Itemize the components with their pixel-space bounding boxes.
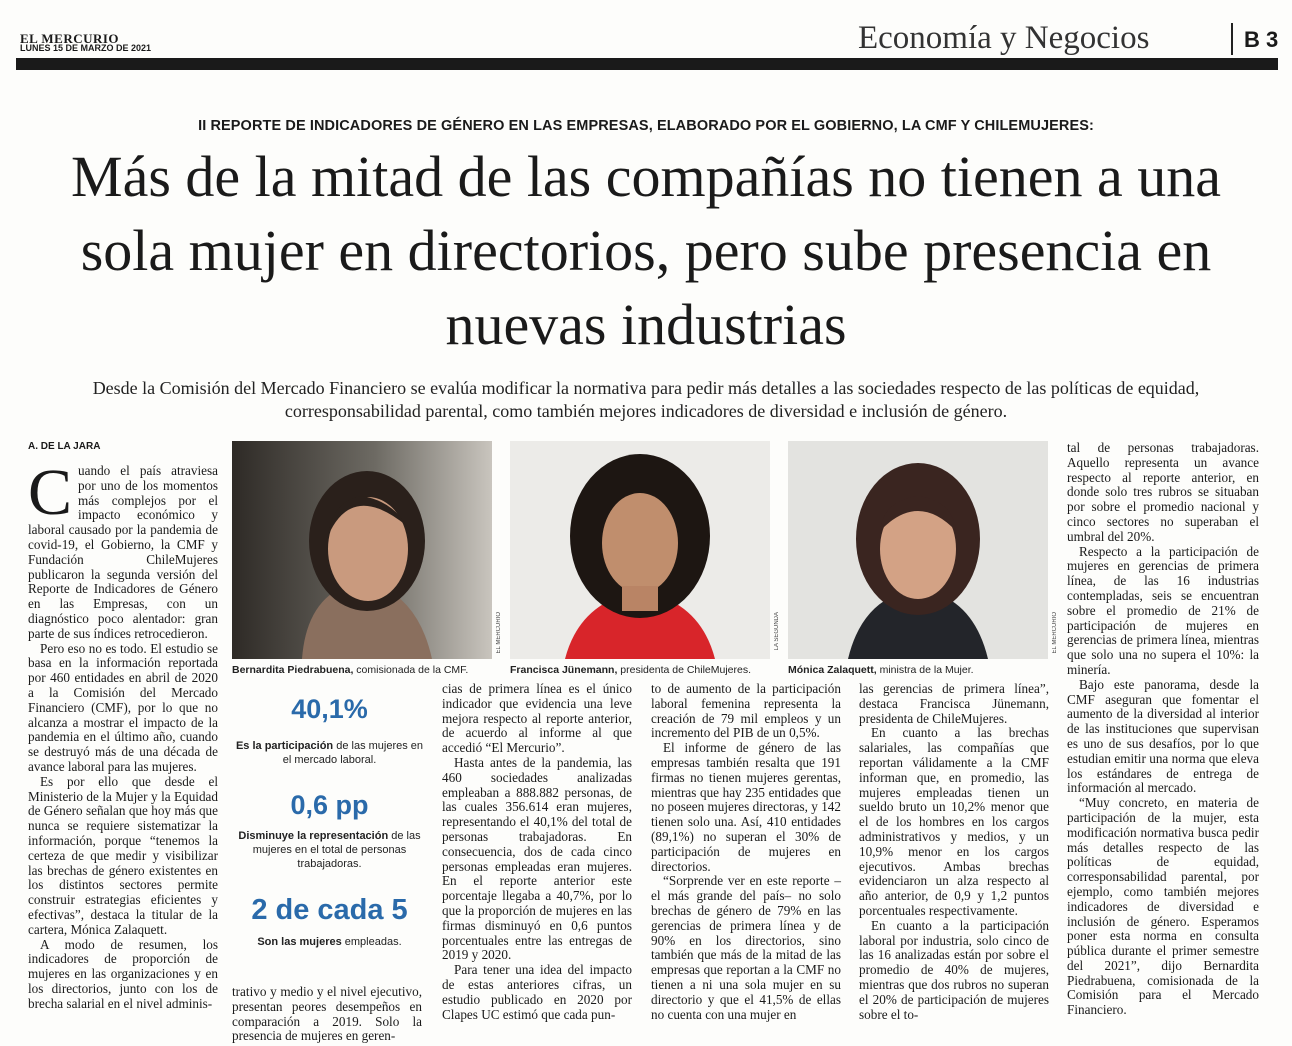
section-title: Economía y Negocios [858,20,1150,56]
column-1 [28,456,218,1011]
paragraph: to de aumento de la participación laboral femenina representa la creación de 79 mil empleos y un incremento del PIB de un 0,5%. [651,681,841,741]
paragraph: cias de primera línea es el único indicador que evidencia una leve mejora respecto al reporte anterior, de acuerdo al informe al que accedió “El Mercurio”. [442,681,632,756]
photo-zalaquett [788,441,1048,659]
paragraph: tal de personas trabajadoras. Aquello representa un avance respecto al reporte anterior, en donde solo tres rubros se situaban por sobre el promedio nacional y cinco sectores no superaban el umbral del 20%. [1067,440,1259,544]
paragraph: Para tener una idea del impacto de estas anteriores cifras, un estudio publicado en 2020 por Clapes UC estimó que cada pun- [442,962,632,1022]
drop-cap: C [28,456,73,529]
issue-date: LUNES 15 DE MARZO DE 2021 [20,43,152,53]
kicker: II REPORTE DE INDICADORES DE GÉNERO EN LAS EMPRESAS, ELABORADO POR EL GOBIERNO, LA CMF Y CHILEMUJERES: [198,118,1094,134]
portrait-image [232,441,492,659]
paragraph: En cuanto a la participación laboral por industria, solo cinco de las 16 analizadas están por sobre el promedio de 40% de mujeres, mientras que dos rubros no superan el 20% de participación de mujeres sobre el to- [859,917,1049,1022]
column-5 [859,682,1049,1022]
stat-value: 0,6 pp [290,790,369,820]
paragraph: Bajo este panorama, desde la CMF aseguran que fomentar el aumento de la diversidad al interior de las instituciones que supervisan es uno de sus desafíos, por lo que estudian emitir una norma que eleva los estándares de entrega de información al mercado. [1067,676,1259,796]
paragraph: Pero eso no es todo. El estudio se basa en la información reportada por 460 entidades en abril de 2020 a la Comisión del Mercado Financiero (CMF), por lo que no alcanza a mostrar el impacto de la pandemia en el último año, cuando se destruyó más de una década de avance laboral para las mujeres. [28,640,218,774]
paragraph: Es por ello que desde el Ministerio de la Mujer y la Equidad de Género señalan que hoy más que nunca se requiere sistematizar la información, porque “tenemos la certeza de que medir y visibilizar las brechas de género existentes en los distintos sectores permite construir estrategias eficientes y efectivas”, destaca la titular de la cartera, Mónica Zalaquett. [28,773,218,937]
column-2 [232,985,422,1044]
paragraph: trativo y medio y el nivel ejecutivo, presentan peores desempeños en comparación a 2019. Solo la presencia de mujeres en geren- [232,984,422,1044]
photo-credit: EL MERCURIO [1052,612,1058,654]
paragraph: Hasta antes de la pandemia, las 460 sociedades analizadas empleaban a 888.882 personas, de las cuales 356.614 eran mujeres, representando el 40,1% del total de personas trabajadoras. En consecuencia, dos de cada cinco personas empleadas eran mujeres. En el reporte anterior este porcentaje llegaba a 40,7%, por lo que la proporción de mujeres en las firmas disminuyó en 0,6 puntos porcentuales entre las entregas de 2019 y 2020. [442,754,632,963]
paragraph: “Muy concreto, en materia de participación de la mujer, esta modificación normativa busca pedir más detalles respecto de las políticas de equidad, corresponsabilidad parental, por ejemplo, como también mejores indicadores de diversidad e inclusión de género. Esperamos poner esta norma en consulta pública durante el primer semestre del 2021”, dijo Bernardita Piedrabuena, comisionada de la Comisión para el Mercado Financiero. [1067,795,1259,1018]
photo-credit: LA SEGUNDA [774,612,780,651]
paragraph: El informe de género de las empresas también resalta que 191 firmas no tienen mujeres gerentas, mientras que hay 235 entidades que no poseen mujeres directoras, y 142 tienen solo una. Así, 410 entidades (89,1%) no superan el 30% de participación de mujeres en directorios. [651,740,841,874]
stat-description: Son las mujeres empleadas. [257,936,402,948]
photo-caption: Bernardita Piedrabuena, comisionada de la CMF. [232,664,469,676]
portrait-image [788,441,1048,659]
masthead-rule [16,58,1278,70]
paragraph: Respecto a la participación de mujeres en gerencias de primera línea, de las 16 industrias contempladas, seis se encuentran sobre el promedio de 21% de participación de mujeres en gerencias de primera línea, mientras que solo una no supera el 10%: la minería. [1067,543,1259,677]
section-divider [1231,23,1233,55]
lead-paragraph: Cuando el país atraviesa por uno de los momentos más complejos por el impacto económico y laboral causado por la pandemia de covid-19, el Gobierno, la CMF y Fundación ChileMujeres publicaron la segunda versión del Reporte de Indicadores de Género en las Empresas, con un diagnóstico poco alentador: gran parte de sus índices retrocedieron. [28,456,218,641]
paragraph: las gerencias de primera línea”, destaca Francisca Jünemann, presidenta de ChileMujeres. [859,681,1049,726]
column-3 [442,682,632,1022]
paragraph: “Sorprende ver en este reporte –el más grande del país– no solo brechas de género de 79% en las gerencias de primera línea y de 90% en los directorios, sino también que más de la mitad de las empresas que reportan a la CMF no tienen a ni una sola mujer en su directorio y que el 41,5% de ellas no cuenta con una mujer en [651,873,841,1022]
photo-junemann [510,441,770,659]
stat-description: Es la participación de las mujeres en el mercado laboral. [235,740,424,766]
stat-value: 2 de cada 5 [251,894,408,926]
photo-caption: Mónica Zalaquett, ministra de la Mujer. [788,664,974,676]
column-6 [1067,441,1259,1018]
newspaper-name: EL MERCURIO [20,31,120,46]
paragraph: En cuanto a las brechas salariales, las compañías que reportan válidamente a la CMF informan que, en promedio, las mujeres empleadas tienen un sueldo bruto un 10,2% menor que el de los hombres en los cargos administrativos y medios, y un 10,9% menor en los cargos ejecutivos. Ambas brechas evidenciaron un alza respecto al año anterior, de 0,9 y 1,2 puntos porcentuales respectivamente. [859,725,1049,918]
headline: Más de la mitad de las compañías no tienen a una sola mujer en directorios, pero sube presencia en nuevas industrias [71,144,1221,357]
portrait-image [510,441,770,659]
photo-piedrabuena [232,441,492,659]
byline: A. DE LA JARA [28,441,101,452]
deck: Desde la Comisión del Mercado Financiero se evalúa modificar la normativa para pedir más detalles a las sociedades respecto de las políticas de equidad, corresponsabilidad parental, como también mejores indicadores de diversidad e inclusión de género. [92,378,1200,421]
photo-caption: Francisca Jünemann, presidenta de ChileMujeres. [510,664,752,676]
stat-description: Disminuye la representación de las mujeres en el total de personas trabajadoras. [238,830,421,870]
paragraph: A modo de resumen, los indicadores de proporción de mujeres en las organizaciones y en los directorios, junto con los de brecha salarial en el nivel adminis- [28,936,218,1011]
page-number: B 3 [1244,27,1279,52]
photo-credit: EL MERCURIO [496,612,502,654]
stat-value: 40,1% [291,694,368,724]
column-4 [651,682,841,1022]
